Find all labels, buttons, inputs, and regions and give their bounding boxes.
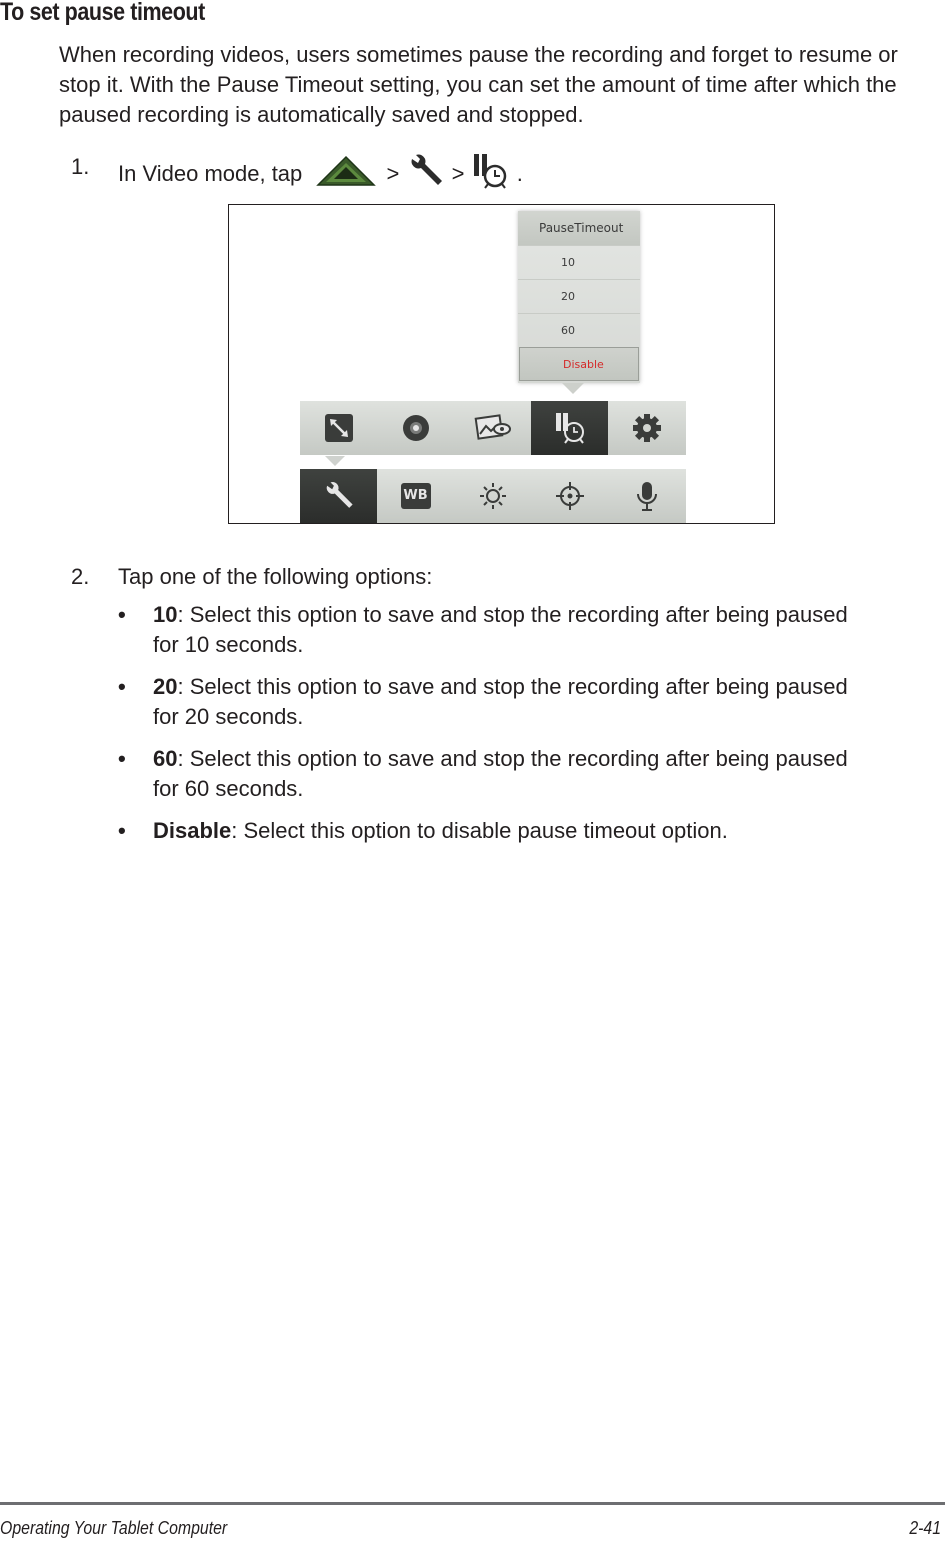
top-settings-bar (300, 401, 686, 455)
option-term: 60 (153, 746, 178, 771)
resize-icon (324, 413, 354, 443)
pause-timeout-icon (554, 411, 586, 445)
option-60[interactable]: 60 (518, 313, 640, 347)
step-text: Tap one of the following options: (118, 564, 433, 589)
pause-timeout-icon (471, 152, 511, 198)
bar-pointer (325, 456, 345, 466)
step-end: . (516, 160, 523, 186)
option-desc: : Select this option to save and stop the recording after being paused (177, 746, 848, 771)
bullet-glyph: • (118, 746, 126, 771)
screenshot-figure (228, 204, 775, 524)
step-text-before: In Video mode, tap (118, 160, 303, 186)
focus-crosshair-icon (554, 480, 586, 512)
wb-label: WB (403, 488, 428, 503)
separator-2: > (451, 160, 465, 186)
gear-icon (632, 413, 662, 443)
option-term: 20 (153, 674, 178, 699)
option-term: 10 (153, 602, 178, 627)
section-heading: To set pause timeout (0, 0, 205, 26)
effect-disc-icon (401, 413, 431, 443)
option-desc: : Select this option to save and stop the recording after being paused (177, 674, 848, 699)
step-number: 2. (71, 564, 90, 589)
option-10[interactable]: 10 (518, 245, 640, 279)
option-desc-cont: for 10 seconds. (153, 632, 304, 657)
audio-button[interactable] (608, 469, 685, 523)
list-item (118, 672, 945, 732)
option-20[interactable]: 20 (518, 279, 640, 313)
resize-button[interactable] (300, 401, 377, 455)
bullet-glyph: • (118, 674, 126, 699)
brightness-icon (478, 481, 508, 511)
step-number: 1. (71, 154, 90, 179)
list-item (118, 600, 945, 660)
option-desc: : Select this option to disable pause timeout option. (231, 818, 728, 843)
option-desc: : Select this option to save and stop the recording after being paused (177, 602, 848, 627)
separator-1: > (386, 160, 400, 186)
popup-title: PauseTimeout (518, 211, 640, 245)
options-list (118, 600, 945, 858)
bullet-glyph: • (118, 602, 126, 627)
option-disable[interactable]: Disable (519, 347, 639, 381)
footer-page-number: 2-41 (909, 1518, 941, 1538)
list-item (118, 816, 945, 846)
wrench-icon (406, 153, 446, 197)
bullet-glyph: • (118, 818, 126, 843)
list-item (118, 744, 945, 804)
footer-section-title: Operating Your Tablet Computer (0, 1518, 228, 1538)
up-arrow-menu-icon (316, 155, 376, 195)
settings-button[interactable] (608, 401, 685, 455)
popup-pointer (562, 383, 584, 394)
intro-paragraph: When recording videos, users sometimes pause the recording and forget to resume or stop it. With the Pause Timeout setting, you can set the amount of time after which the paused recording is automatically saved and stopped. (59, 42, 898, 127)
white-balance-icon (401, 483, 431, 509)
effect-button[interactable] (377, 401, 454, 455)
microphone-icon (635, 480, 659, 512)
brightness-button[interactable] (454, 469, 531, 523)
step-1 (71, 152, 931, 186)
option-desc-cont: for 60 seconds. (153, 776, 304, 801)
wrench-icon (322, 480, 356, 512)
step-2 (71, 562, 931, 592)
white-balance-button[interactable] (377, 469, 454, 523)
scene-icon (474, 413, 512, 443)
footer-divider (0, 1502, 945, 1505)
focus-button[interactable] (531, 469, 608, 523)
option-term: Disable (153, 818, 232, 843)
scene-button[interactable] (454, 401, 531, 455)
tools-button[interactable] (300, 469, 377, 523)
bottom-settings-bar (300, 469, 686, 523)
option-desc-cont: for 20 seconds. (153, 704, 304, 729)
pause-timeout-button[interactable] (531, 401, 608, 455)
pause-timeout-popup (518, 211, 640, 383)
step-text (118, 152, 523, 198)
